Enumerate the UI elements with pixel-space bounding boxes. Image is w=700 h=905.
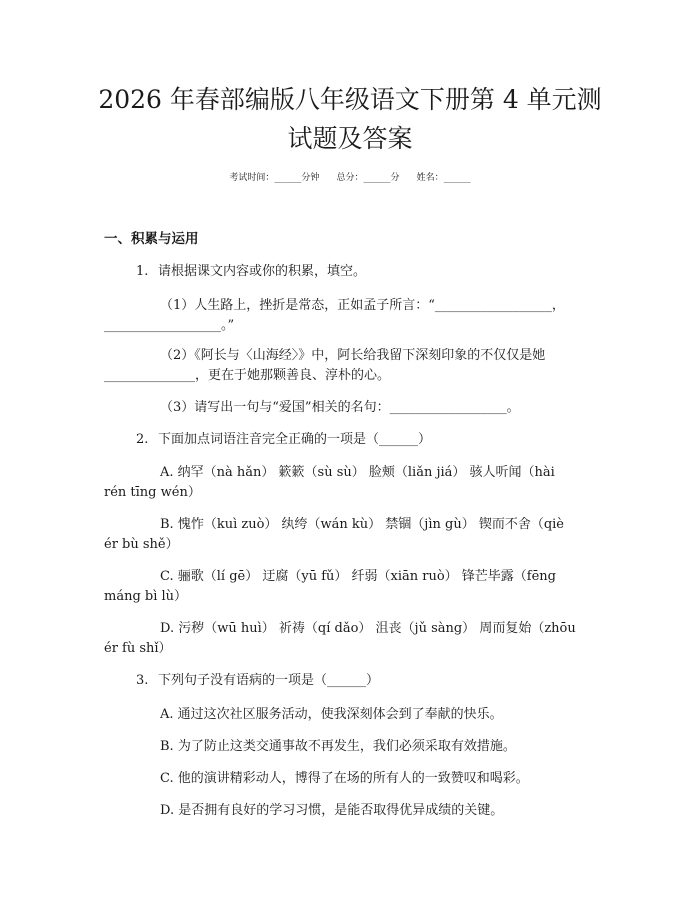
q3-option-b: B. 为了防止这类交通事故不再发生，我们必须采取有效措施。 [160,739,516,754]
document-title-line-1: 2026 年春部编版八年级语文下册第 4 单元测 [98,85,602,114]
q1-sub-3: （3）请写出一句与“爱国”相关的名句：__________________。 [160,400,520,415]
question-number: 2. [136,432,149,447]
question-1 [136,262,366,282]
q2-option-b-line-2: ér bù shě） [104,537,179,552]
q1-sub-2-line-1: （2）《阿长与〈山海经〉》中，阿长给我留下深刻印象的不仅仅是她 [160,348,546,363]
q2-option-d-line-2: ér fù shǐ） [104,641,172,656]
document-title-line-2: 试题及答案 [287,124,413,153]
q3-option-c: C. 他的演讲精彩动人，博得了在场的所有人的一致赞叹和喝彩。 [160,771,529,786]
exam-info: 考试时间：______分钟 总分：______分 姓名：______ [229,173,471,183]
q3-option-d: D. 是否拥有良好的学习习惯，是能否取得优异成绩的关键。 [160,803,504,818]
q2-option-a-line-1: A. 纳罕（nà hǎn） 簌簌（sù sù） 脸颊（liǎn jiá） 骇人听闻（hài [160,465,555,480]
q1-sub-2-line-2: ______________，更在于她那颗善良、淳朴的心。 [104,368,391,383]
q1-sub-1-line-2: __________________。” [104,318,235,333]
q2-option-c-line-1: C. 骊歌（lí gē） 迂腐（yū fǔ） 纤弱（xiān ruò） 锋芒毕露（fēng [160,569,556,584]
section-heading: 一、积累与运用 [104,231,199,247]
q2-option-a-line-2: rén tīng wén） [104,485,201,500]
q2-option-b-line-1: B. 愧怍（kuì zuò） 纨绔（wán kù） 禁锢（jìn gù） 锲而不舍（qiè [160,517,564,532]
question-text: 下列句子没有语病的一项是（______） [158,673,380,688]
q3-option-a: A. 通过这次社区服务活动，使我深刻体会到了奉献的快乐。 [160,707,503,722]
question-text: 下面加点词语注音完全正确的一项是（______） [158,432,432,447]
question-text: 请根据课文内容或你的积累，填空。 [158,264,367,279]
question-3 [136,671,379,691]
q2-option-c-line-2: máng bì lù） [104,589,188,604]
question-2 [136,430,431,450]
question-number: 1. [136,264,149,279]
question-number: 3. [136,673,149,688]
q2-option-d-line-1: D. 污秽（wū huì） 祈祷（qí dǎo） 沮丧（jǔ sàng） 周而复始（zhōu [160,621,576,636]
q1-sub-1-line-1: （1）人生路上，挫折是常态，正如孟子所言：“__________________， [160,298,565,313]
